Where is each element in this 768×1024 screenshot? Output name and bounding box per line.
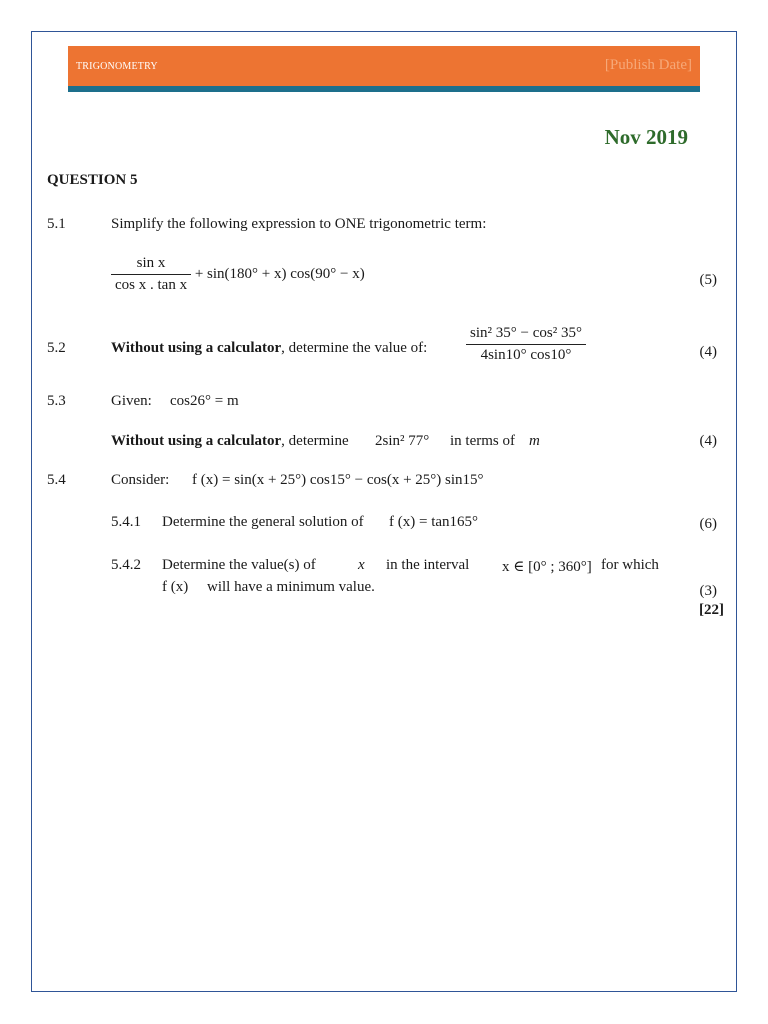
expression-5-2 <box>466 325 586 364</box>
function-f-x: f (x) <box>162 579 189 595</box>
fraction-numerator: sin² 35° − cos² 35° <box>466 325 586 345</box>
fraction-numerator: sin x <box>111 255 191 275</box>
sub-item-number: 5.4.2 <box>111 557 141 573</box>
fraction <box>466 325 586 364</box>
publish-date-placeholder[interactable]: [Publish Date] <box>604 57 692 73</box>
expression-5-1 <box>111 255 365 294</box>
sub-item-text: in the interval <box>386 557 470 573</box>
expression-rest: + sin(180° + x) cos(90° − x) <box>194 265 365 282</box>
prompt-tail: in terms of <box>450 433 515 449</box>
item-number: 5.1 <box>47 216 66 232</box>
marks: (4) <box>699 344 717 360</box>
prompt-bold: Without using a calculator <box>111 433 282 449</box>
given-expression: cos26° = m <box>170 393 239 409</box>
item-prompt <box>111 433 349 450</box>
prompt-rest: , determine <box>281 433 349 449</box>
marks: (5) <box>699 272 717 288</box>
item-prompt: Simplify the following expression to ONE trigonometric term: <box>111 216 487 232</box>
question-total: [22] <box>699 602 724 618</box>
question-title: QUESTION 5 <box>47 172 138 188</box>
prompt-bold: Without using a calculator <box>111 340 282 356</box>
sub-item-text: will have a minimum value. <box>207 579 375 595</box>
given-label: Given: <box>111 393 152 409</box>
header-title: TRIGONOMETRY <box>76 61 158 72</box>
sub-item-number: 5.4.1 <box>111 514 141 530</box>
sub-item-text: for which <box>601 557 659 573</box>
marks: (4) <box>699 433 717 449</box>
fraction <box>111 255 191 294</box>
consider-expression: f (x) = sin(x + 25°) cos15° − cos(x + 25°) sin15° <box>192 472 484 488</box>
sub-item-text: Determine the general solution of <box>162 514 364 530</box>
sub-item-text: Determine the value(s) of <box>162 557 316 573</box>
fraction-denominator: cos x . tan x <box>115 277 188 293</box>
marks: (6) <box>699 516 717 532</box>
item-number: 5.2 <box>47 340 66 356</box>
header-underline <box>68 86 700 92</box>
marks: (3) <box>699 583 717 599</box>
consider-label: Consider: <box>111 472 170 488</box>
variable-x: x <box>358 557 365 573</box>
prompt-rest: , determine the value of: <box>281 340 428 356</box>
fraction-denominator: 4sin10° cos10° <box>480 347 572 363</box>
sub-item-expression: f (x) = tan165° <box>389 514 479 530</box>
item-prompt <box>111 340 427 357</box>
item-number: 5.4 <box>47 472 66 488</box>
item-number: 5.3 <box>47 393 66 409</box>
expression-5-3: 2sin² 77° <box>375 433 430 449</box>
interval-expression: x ∈ [0° ; 360°] <box>502 559 592 575</box>
exam-date: Nov 2019 <box>604 125 688 149</box>
variable-m: m <box>529 433 540 449</box>
